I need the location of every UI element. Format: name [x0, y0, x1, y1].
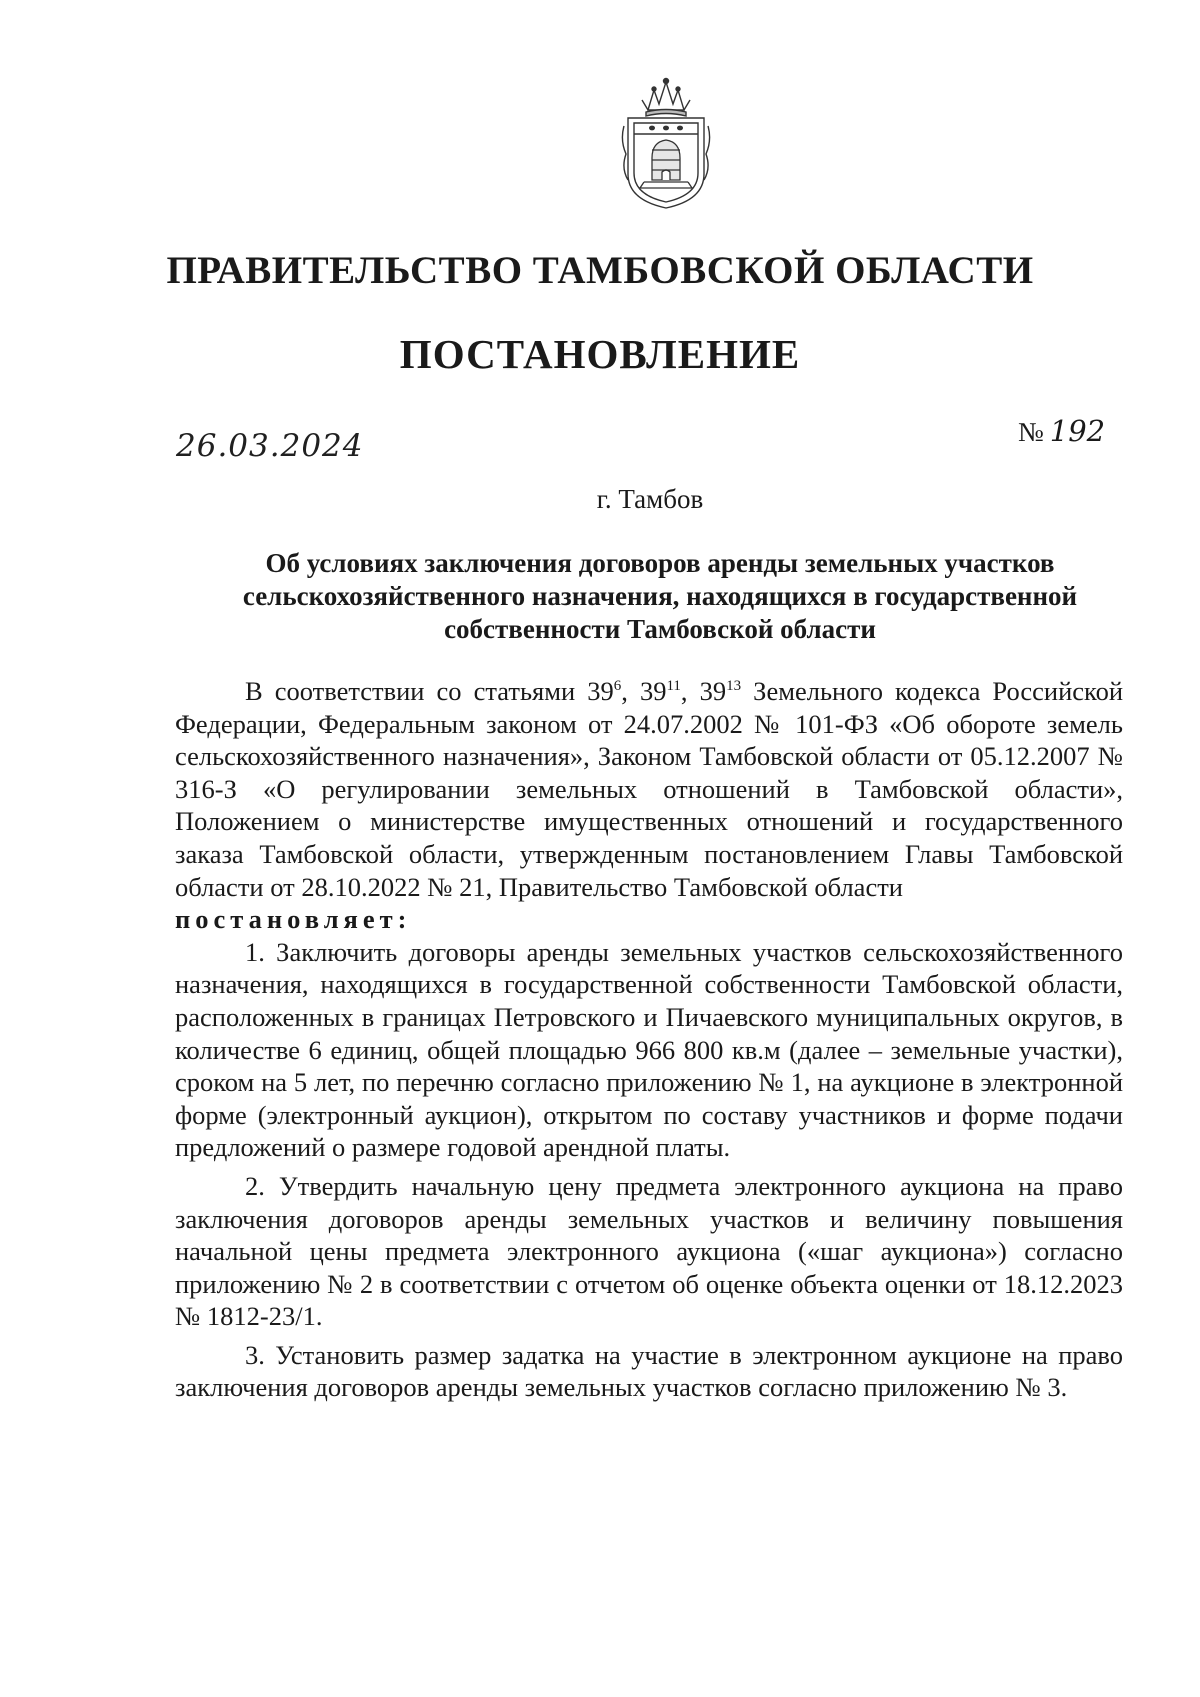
- decree-word: постановляет:: [175, 904, 412, 935]
- number-value: 192: [1049, 414, 1106, 448]
- item-paragraph: 2. Утвердить начальную цену предмета электронного аукциона на право заключения договоров аренды земельных участков и величину повышения начальной цены предмета электронного аукциона («шаг аукциона») согласно приложению № 2 в соответствии с отчетом об оценке объекта оценки от 18.12.2023 № 1812-23/1.: [175, 1170, 1123, 1332]
- city-line: г. Тамбов: [596, 484, 704, 514]
- item-paragraph: 3. Установить размер задатка на участие в электронном аукционе на право заключения договоров аренды земельных участков согласно приложению № 3.: [175, 1339, 1123, 1403]
- government-title: ПРАВИТЕЛЬСТВО ТАМБОВСКОЙ ОБЛАСТИ: [166, 249, 1034, 292]
- document-body: [175, 675, 1123, 1404]
- preamble-text-3: , 39: [680, 676, 727, 706]
- document-date: 26.03.2024: [176, 428, 364, 464]
- preamble-paragraph: [175, 675, 1123, 903]
- article-superscript: 6: [613, 678, 622, 695]
- document-subject: Об условиях заключения договоров аренды земельных участков сельскохозяйственного назначения, находящихся в государственной собственности Тамбовской области: [242, 548, 1078, 644]
- document-number: [1018, 414, 1105, 448]
- tambov-coat-of-arms-icon: [618, 76, 714, 212]
- item-paragraph: 1. Заключить договоры аренды земельных участков сельскохозяйственного назначения, находящихся в государственной собственности Тамбовской области, расположенных в границах Петровского и Пичаевского муниципальных округов, в количестве 6 единиц, общей площадью 966 800 кв.м (далее – земельные участки), сроком на 5 лет, по перечню согласно приложению № 1, на аукционе в электронной форме (электронный аукцион), открытом по составу участников и форме подачи предложений о размере годовой арендной платы.: [175, 936, 1123, 1163]
- article-superscript: 11: [666, 678, 681, 695]
- preamble-text-1: В соответствии со статьями 39: [245, 676, 614, 706]
- number-label: №: [1018, 417, 1044, 447]
- preamble-text-4: Земельного кодекса Российской Федерации, Федеральным законом от 24.07.2002 № 101-ФЗ «Об обороте земель сельскохозяйственного назначения», Законом Тамбовской области от 05.12.2007 № 316-З «О регулировании земельных отношений в Тамбовской области», Положением о министерстве имущественных отношений и государственного заказа Тамбовской области, утвержденным постановлением Главы Тамбовской области от 28.10.2022 № 21, Правительство Тамбовской области: [175, 676, 1124, 902]
- preamble-text-2: , 39: [621, 676, 667, 706]
- document-type-title: ПОСТАНОВЛЕНИЕ: [399, 331, 801, 377]
- article-superscript: 13: [726, 678, 742, 695]
